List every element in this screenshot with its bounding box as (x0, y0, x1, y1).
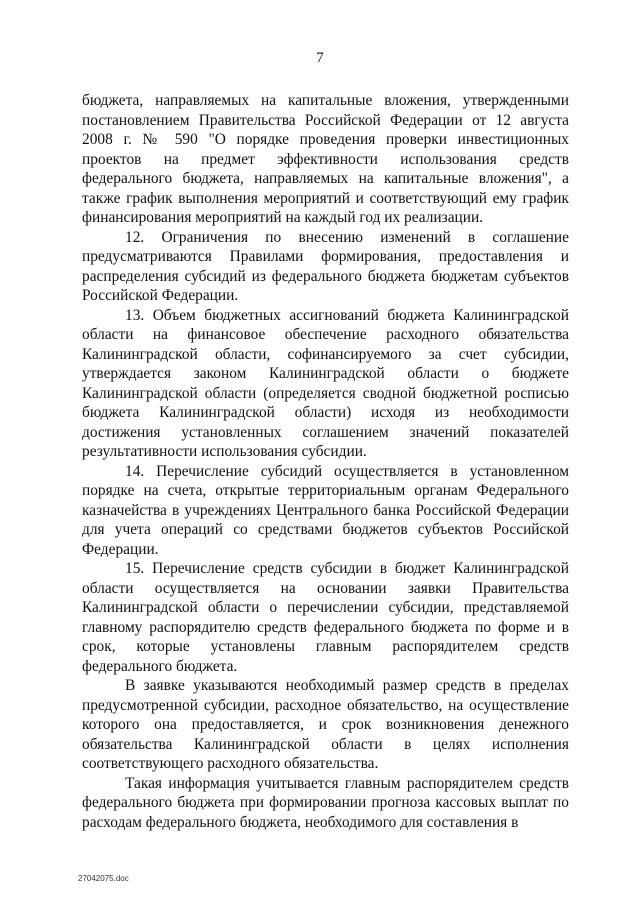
paragraph-item-12: 12. Ограничения по внесению изменений в соглашение предусматриваются Правилами формирования, предоставления и распределения субсидий из федерального бюджета бюджетам субъектов Российской Федерации. (82, 228, 569, 304)
footer-filename: 27042075.doc (78, 874, 129, 883)
paragraph-item-14: 14. Перечисление субсидий осуществляется в установленном порядке на счета, открытые территориальным органам Федерального казначейства в учреждениях Центрального банка Российской Федерации для учета операций со средствами бюджетов субъектов Российской Федерации. (82, 462, 569, 558)
paragraph-forecast-info: Такая информация учитывается главным распорядителем средств федерального бюджета при формировании прогноза кассовых выплат по расходам федерального бюджета, необходимого для составления в (82, 774, 569, 831)
page-number: 7 (316, 50, 324, 66)
paragraph-item-13: 13. Объем бюджетных ассигнований бюджета Калининградской области на финансовое обеспечение расходного обязательства Калининградской области, софинансируемого за счет субсидии, утверждается законом Калининградской области о бюджете Калининградской области (определяется сводной бюджетной росписью бюджета Калининградской области) исходя из необходимости достижения установленных соглашением значений показателей результативности использования субсидии. (82, 306, 569, 460)
paragraph-item-15: 15. Перечисление средств субсидии в бюджет Калининградской области осуществляется на основании заявки Правительства Калининградской области о перечислении субсидии, представляемой главному распорядителю средств федерального бюджета по форме и в срок, которые установлены главным распорядителем средств федерального бюджета. (82, 560, 569, 675)
document-body (82, 91, 569, 832)
paragraph-continuation: бюджета, направляемых на капитальные вложения, утвержденными постановлением Правительства Российской Федерации от 12 августа 2008 г. № 590 "О порядке проведения проверки инвестиционных проектов на предмет эффективности использования средств федерального бюджета, направляемых на капитальные вложения", а также график выполнения мероприятий и соответствующий ему график финансирования мероприятий на каждый год их реализации. (82, 92, 569, 226)
paragraph-application-details: В заявке указываются необходимый размер средств в пределах предусмотренной субсидии, расходное обязательство, на осуществление которого она предоставляется, и срок возникновения денежного обязательства Калининградской области в целях исполнения соответствующего расходного обязательства. (82, 677, 569, 772)
